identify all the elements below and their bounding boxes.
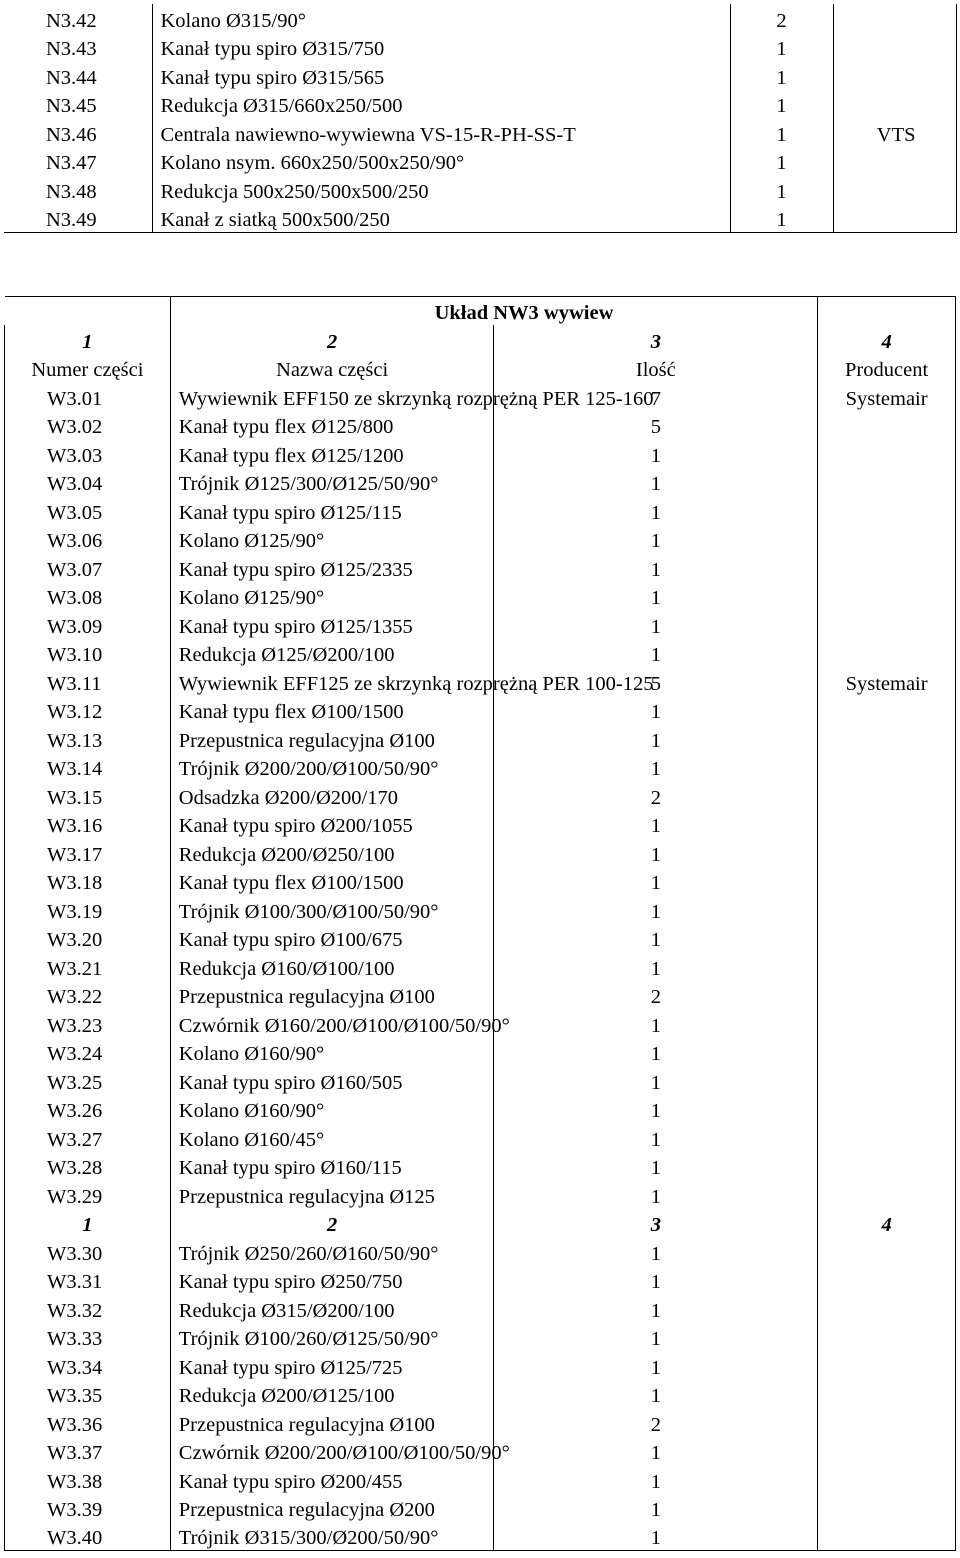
part-quantity: 1 bbox=[730, 33, 833, 62]
part-producer bbox=[818, 1522, 956, 1551]
column-number-row bbox=[5, 325, 956, 354]
part-name: Kolano nsym. 660x250/500x250/90° bbox=[152, 147, 730, 176]
table-row bbox=[5, 895, 956, 924]
part-producer bbox=[818, 724, 956, 753]
table-row bbox=[5, 525, 956, 554]
part-producer bbox=[833, 4, 956, 33]
parts-table-nw3 bbox=[4, 296, 956, 1551]
part-name: Trójnik Ø100/260/Ø125/50/90° bbox=[170, 1323, 494, 1352]
part-number: N3.45 bbox=[46, 95, 97, 117]
part-number: W3.03 bbox=[5, 439, 171, 468]
column-header-number: Numer części bbox=[5, 354, 171, 383]
part-quantity: 1 bbox=[494, 1266, 818, 1295]
part-quantity: 1 bbox=[494, 1380, 818, 1409]
part-name: Przepustnica regulacyjna Ø100 bbox=[170, 724, 494, 753]
part-quantity: 1 bbox=[494, 867, 818, 896]
part-quantity: 1 bbox=[494, 895, 818, 924]
part-producer bbox=[818, 1009, 956, 1038]
part-quantity: 1 bbox=[494, 1494, 818, 1523]
part-producer bbox=[818, 1380, 956, 1409]
part-name: Kolano Ø160/90° bbox=[170, 1095, 494, 1124]
column-number: 1 bbox=[5, 325, 171, 354]
part-number: N3.43 bbox=[46, 38, 97, 60]
part-quantity: 1 bbox=[494, 1095, 818, 1124]
column-header-qty: Ilość bbox=[494, 354, 818, 383]
part-name: Kanał typu spiro Ø160/115 bbox=[170, 1152, 494, 1181]
table-row bbox=[5, 496, 956, 525]
part-producer bbox=[833, 147, 956, 176]
part-number: W3.11 bbox=[5, 667, 171, 696]
part-producer bbox=[833, 33, 956, 62]
table-row bbox=[4, 118, 956, 147]
part-number: N3.44 bbox=[46, 66, 97, 89]
part-quantity: 1 bbox=[494, 838, 818, 867]
part-quantity: 1 bbox=[730, 118, 833, 147]
part-producer bbox=[818, 1465, 956, 1494]
part-number: W3.23 bbox=[5, 1009, 171, 1038]
table-row bbox=[5, 610, 956, 639]
part-producer: Systemair bbox=[818, 667, 956, 696]
part-number: W3.26 bbox=[5, 1095, 171, 1124]
part-producer bbox=[818, 582, 956, 611]
part-producer bbox=[833, 90, 956, 119]
part-name: Wywiewnik EFF125 ze skrzynką rozprężną PER 100-125 bbox=[170, 667, 494, 696]
table-row bbox=[5, 1380, 956, 1409]
part-quantity: 1 bbox=[730, 90, 833, 119]
table-row bbox=[5, 753, 956, 782]
table-row bbox=[5, 1266, 956, 1295]
part-name: Kolano Ø160/90° bbox=[170, 1038, 494, 1067]
part-number: N3.42 bbox=[46, 9, 97, 32]
table-row bbox=[5, 1038, 956, 1067]
part-name: Kanał typu flex Ø100/1500 bbox=[170, 867, 494, 896]
table-row bbox=[4, 147, 956, 176]
part-quantity: 1 bbox=[494, 1465, 818, 1494]
part-name: Czwórnik Ø200/200/Ø100/Ø100/50/90° bbox=[170, 1437, 494, 1466]
part-number: N3.46 bbox=[46, 123, 97, 146]
part-quantity: 1 bbox=[494, 496, 818, 525]
part-quantity: 1 bbox=[494, 439, 818, 468]
table-row bbox=[5, 1437, 956, 1466]
part-name: Kolano Ø160/45° bbox=[170, 1123, 494, 1152]
part-name: Kanał typu spiro Ø200/455 bbox=[170, 1465, 494, 1494]
table-row bbox=[4, 175, 956, 204]
part-quantity: 1 bbox=[494, 639, 818, 668]
table-row bbox=[5, 382, 956, 411]
part-name: Redukcja 500x250/500x500/250 bbox=[152, 175, 730, 204]
part-name: Kolano Ø315/90° bbox=[152, 4, 730, 33]
part-number: N3.49 bbox=[4, 204, 152, 233]
part-producer bbox=[818, 810, 956, 839]
part-number: W3.30 bbox=[5, 1237, 171, 1266]
part-producer bbox=[818, 639, 956, 668]
table-row bbox=[5, 468, 956, 497]
part-name: Kanał typu spiro Ø250/750 bbox=[170, 1266, 494, 1295]
part-number: W3.33 bbox=[5, 1323, 171, 1352]
part-number: W3.16 bbox=[5, 810, 171, 839]
part-name: Centrala nawiewno-wywiewna VS-15-R-PH-SS-T bbox=[152, 118, 730, 147]
table-row bbox=[5, 1180, 956, 1209]
table-row bbox=[5, 1522, 956, 1551]
part-name: Kanał typu flex Ø125/800 bbox=[170, 411, 494, 440]
part-producer bbox=[818, 1351, 956, 1380]
part-quantity: 1 bbox=[494, 810, 818, 839]
table-row bbox=[5, 1323, 956, 1352]
table-row bbox=[4, 61, 956, 90]
part-quantity: 1 bbox=[494, 468, 818, 497]
part-number: W3.38 bbox=[5, 1465, 171, 1494]
part-name: Kanał typu flex Ø100/1500 bbox=[170, 696, 494, 725]
part-quantity: 1 bbox=[494, 1009, 818, 1038]
part-name: Kanał typu spiro Ø100/675 bbox=[170, 924, 494, 953]
part-number: W3.31 bbox=[5, 1266, 171, 1295]
part-number: W3.17 bbox=[5, 838, 171, 867]
table-row bbox=[5, 1066, 956, 1095]
table-row bbox=[5, 1294, 956, 1323]
part-name: Kanał z siatką 500x500/250 bbox=[152, 204, 730, 233]
part-name: Trójnik Ø250/260/Ø160/50/90° bbox=[170, 1237, 494, 1266]
part-name: Kanał typu spiro Ø200/1055 bbox=[170, 810, 494, 839]
part-number: W3.37 bbox=[5, 1437, 171, 1466]
part-name: Wywiewnik EFF150 ze skrzynką rozprężną PER 125-160 bbox=[170, 382, 494, 411]
part-quantity: 1 bbox=[494, 724, 818, 753]
table-row bbox=[5, 810, 956, 839]
part-number: W3.09 bbox=[5, 610, 171, 639]
part-producer bbox=[818, 981, 956, 1010]
part-number: W3.35 bbox=[5, 1380, 171, 1409]
part-number: W3.21 bbox=[5, 952, 171, 981]
title-cell-blank-right bbox=[818, 297, 956, 326]
part-name: Kolano Ø125/90° bbox=[170, 582, 494, 611]
part-producer bbox=[818, 895, 956, 924]
column-number: 4 bbox=[818, 325, 956, 354]
table-row bbox=[5, 924, 956, 953]
part-number: W3.01 bbox=[5, 382, 171, 411]
table-row bbox=[5, 582, 956, 611]
part-name: Redukcja Ø125/Ø200/100 bbox=[170, 639, 494, 668]
part-producer: Systemair bbox=[818, 382, 956, 411]
part-name: Kanał typu flex Ø125/1200 bbox=[170, 439, 494, 468]
table-row bbox=[5, 1123, 956, 1152]
part-number: W3.34 bbox=[5, 1351, 171, 1380]
part-producer: VTS bbox=[833, 118, 956, 147]
part-number: W3.29 bbox=[5, 1180, 171, 1209]
part-producer bbox=[818, 1237, 956, 1266]
part-name: Kolano Ø125/90° bbox=[170, 525, 494, 554]
part-producer bbox=[818, 1323, 956, 1352]
table-row bbox=[4, 90, 956, 119]
table-row bbox=[4, 4, 956, 33]
table-row bbox=[5, 838, 956, 867]
column-number: 3 bbox=[494, 1209, 818, 1238]
part-producer bbox=[818, 781, 956, 810]
column-header-row bbox=[5, 354, 956, 383]
title-cell-blank bbox=[5, 297, 171, 326]
part-name: Kanał typu spiro Ø125/725 bbox=[170, 1351, 494, 1380]
part-number: W3.40 bbox=[5, 1522, 171, 1551]
part-name: Przepustnica regulacyjna Ø125 bbox=[170, 1180, 494, 1209]
part-name: Kanał typu spiro Ø125/1355 bbox=[170, 610, 494, 639]
column-number: 2 bbox=[170, 1209, 494, 1238]
parts-table-top bbox=[4, 4, 957, 233]
part-name: Kanał typu spiro Ø160/505 bbox=[170, 1066, 494, 1095]
part-producer bbox=[818, 1266, 956, 1295]
part-number: W3.10 bbox=[5, 639, 171, 668]
part-number: W3.32 bbox=[5, 1294, 171, 1323]
table-row bbox=[5, 553, 956, 582]
part-number: W3.07 bbox=[5, 553, 171, 582]
part-number: W3.18 bbox=[5, 867, 171, 896]
table-row bbox=[5, 1152, 956, 1181]
part-producer bbox=[818, 1294, 956, 1323]
part-name: Redukcja Ø160/Ø100/100 bbox=[170, 952, 494, 981]
part-quantity: 1 bbox=[494, 1123, 818, 1152]
part-number: W3.14 bbox=[5, 753, 171, 782]
part-producer bbox=[818, 952, 956, 981]
part-quantity: 2 bbox=[730, 4, 833, 33]
table-row bbox=[5, 1351, 956, 1380]
part-number: W3.27 bbox=[5, 1123, 171, 1152]
part-producer bbox=[818, 1494, 956, 1523]
part-producer bbox=[818, 1066, 956, 1095]
part-quantity: 1 bbox=[494, 582, 818, 611]
part-name: Kanał typu spiro Ø315/565 bbox=[152, 61, 730, 90]
column-number: 2 bbox=[170, 325, 494, 354]
part-producer bbox=[818, 1038, 956, 1067]
table-row bbox=[5, 781, 956, 810]
part-name: Trójnik Ø315/300/Ø200/50/90° bbox=[170, 1522, 494, 1551]
table-row bbox=[5, 439, 956, 468]
part-producer bbox=[818, 610, 956, 639]
part-number: N3.48 bbox=[46, 180, 97, 203]
part-quantity: 1 bbox=[494, 525, 818, 554]
part-quantity: 1 bbox=[494, 1038, 818, 1067]
part-number: W3.05 bbox=[5, 496, 171, 525]
part-producer bbox=[818, 1152, 956, 1181]
part-quantity: 1 bbox=[494, 1323, 818, 1352]
part-producer bbox=[818, 1095, 956, 1124]
part-quantity: 1 bbox=[494, 1180, 818, 1209]
part-producer bbox=[818, 1123, 956, 1152]
column-header-name: Nazwa części bbox=[170, 354, 494, 383]
part-quantity: 1 bbox=[494, 1066, 818, 1095]
part-number: W3.04 bbox=[5, 468, 171, 497]
table-row bbox=[5, 1408, 956, 1437]
table-row bbox=[4, 204, 956, 233]
table-row bbox=[5, 952, 956, 981]
part-producer bbox=[818, 924, 956, 953]
part-number: N3.47 bbox=[46, 152, 97, 174]
table-row bbox=[5, 1009, 956, 1038]
part-producer bbox=[833, 175, 956, 204]
part-name: Odsadzka Ø200/Ø200/170 bbox=[170, 781, 494, 810]
table-row bbox=[4, 33, 956, 62]
part-producer bbox=[818, 439, 956, 468]
table-row bbox=[5, 696, 956, 725]
table-row bbox=[5, 867, 956, 896]
part-producer bbox=[818, 838, 956, 867]
part-quantity: 1 bbox=[494, 1522, 818, 1551]
part-number: W3.36 bbox=[5, 1408, 171, 1437]
part-quantity: 1 bbox=[494, 696, 818, 725]
part-number: W3.28 bbox=[5, 1152, 171, 1181]
part-name: Trójnik Ø125/300/Ø125/50/90° bbox=[170, 468, 494, 497]
part-quantity: 1 bbox=[494, 1351, 818, 1380]
part-producer bbox=[818, 553, 956, 582]
table-row bbox=[5, 667, 956, 696]
part-quantity: 1 bbox=[730, 147, 833, 176]
part-name: Przepustnica regulacyjna Ø100 bbox=[170, 1408, 494, 1437]
part-quantity: 7 bbox=[494, 382, 818, 411]
part-quantity: 1 bbox=[494, 1152, 818, 1181]
column-header-producer: Producent bbox=[818, 354, 956, 383]
part-number: W3.06 bbox=[5, 525, 171, 554]
column-number: 3 bbox=[494, 325, 818, 354]
part-quantity: 1 bbox=[494, 553, 818, 582]
part-name: Przepustnica regulacyjna Ø100 bbox=[170, 981, 494, 1010]
part-producer bbox=[818, 1437, 956, 1466]
part-producer bbox=[818, 1180, 956, 1209]
part-quantity: 5 bbox=[494, 667, 818, 696]
part-number: W3.12 bbox=[5, 696, 171, 725]
part-producer bbox=[818, 525, 956, 554]
part-quantity: 1 bbox=[494, 1294, 818, 1323]
table-row bbox=[5, 639, 956, 668]
table-row bbox=[5, 1494, 956, 1523]
part-name: Trójnik Ø100/300/Ø100/50/90° bbox=[170, 895, 494, 924]
part-number: W3.25 bbox=[5, 1066, 171, 1095]
part-quantity: 1 bbox=[494, 924, 818, 953]
part-number: W3.20 bbox=[5, 924, 171, 953]
part-quantity: 1 bbox=[494, 1237, 818, 1266]
part-number: W3.08 bbox=[5, 582, 171, 611]
part-producer bbox=[818, 753, 956, 782]
part-producer bbox=[818, 696, 956, 725]
part-quantity: 1 bbox=[494, 753, 818, 782]
part-name: Przepustnica regulacyjna Ø200 bbox=[170, 1494, 494, 1523]
part-name: Kanał typu spiro Ø125/2335 bbox=[170, 553, 494, 582]
parts-table-top-body bbox=[4, 4, 956, 232]
table-row bbox=[5, 1095, 956, 1124]
table-row bbox=[5, 724, 956, 753]
part-producer bbox=[833, 61, 956, 90]
part-quantity: 2 bbox=[494, 781, 818, 810]
section-title: Układ NW3 wywiew bbox=[170, 297, 817, 326]
part-name: Redukcja Ø315/Ø200/100 bbox=[170, 1294, 494, 1323]
table-row bbox=[5, 411, 956, 440]
part-quantity: 2 bbox=[494, 981, 818, 1010]
part-number: W3.24 bbox=[5, 1038, 171, 1067]
part-name: Redukcja Ø315/660x250/500 bbox=[152, 90, 730, 119]
part-quantity: 1 bbox=[730, 61, 833, 90]
part-number: W3.19 bbox=[5, 895, 171, 924]
part-producer bbox=[818, 496, 956, 525]
part-number: W3.22 bbox=[5, 981, 171, 1010]
part-name: Redukcja Ø200/Ø125/100 bbox=[170, 1380, 494, 1409]
part-number: W3.13 bbox=[5, 724, 171, 753]
part-quantity: 1 bbox=[494, 952, 818, 981]
part-quantity: 5 bbox=[494, 411, 818, 440]
part-producer bbox=[833, 204, 956, 233]
part-producer bbox=[818, 411, 956, 440]
part-name: Trójnik Ø200/200/Ø100/50/90° bbox=[170, 753, 494, 782]
part-quantity: 1 bbox=[730, 175, 833, 204]
part-quantity: 1 bbox=[494, 1437, 818, 1466]
part-name: Kanał typu spiro Ø125/115 bbox=[170, 496, 494, 525]
part-name: Kanał typu spiro Ø315/750 bbox=[152, 33, 730, 62]
table-row bbox=[5, 1465, 956, 1494]
part-number: W3.15 bbox=[5, 781, 171, 810]
part-quantity: 1 bbox=[730, 204, 833, 233]
part-quantity: 1 bbox=[494, 610, 818, 639]
part-producer bbox=[818, 867, 956, 896]
part-name: Redukcja Ø200/Ø250/100 bbox=[170, 838, 494, 867]
part-quantity: 2 bbox=[494, 1408, 818, 1437]
column-number-row-repeat bbox=[5, 1209, 956, 1238]
parts-table-nw3-body bbox=[5, 297, 956, 1551]
table-row bbox=[5, 1237, 956, 1266]
part-name: Czwórnik Ø160/200/Ø100/Ø100/50/90° bbox=[170, 1009, 494, 1038]
column-number: 4 bbox=[818, 1209, 956, 1238]
table-row bbox=[5, 981, 956, 1010]
part-number: W3.02 bbox=[5, 411, 171, 440]
part-producer bbox=[818, 468, 956, 497]
column-number: 1 bbox=[5, 1209, 171, 1238]
part-number: W3.39 bbox=[5, 1494, 171, 1523]
section-title-row bbox=[5, 297, 956, 326]
part-producer bbox=[818, 1408, 956, 1437]
